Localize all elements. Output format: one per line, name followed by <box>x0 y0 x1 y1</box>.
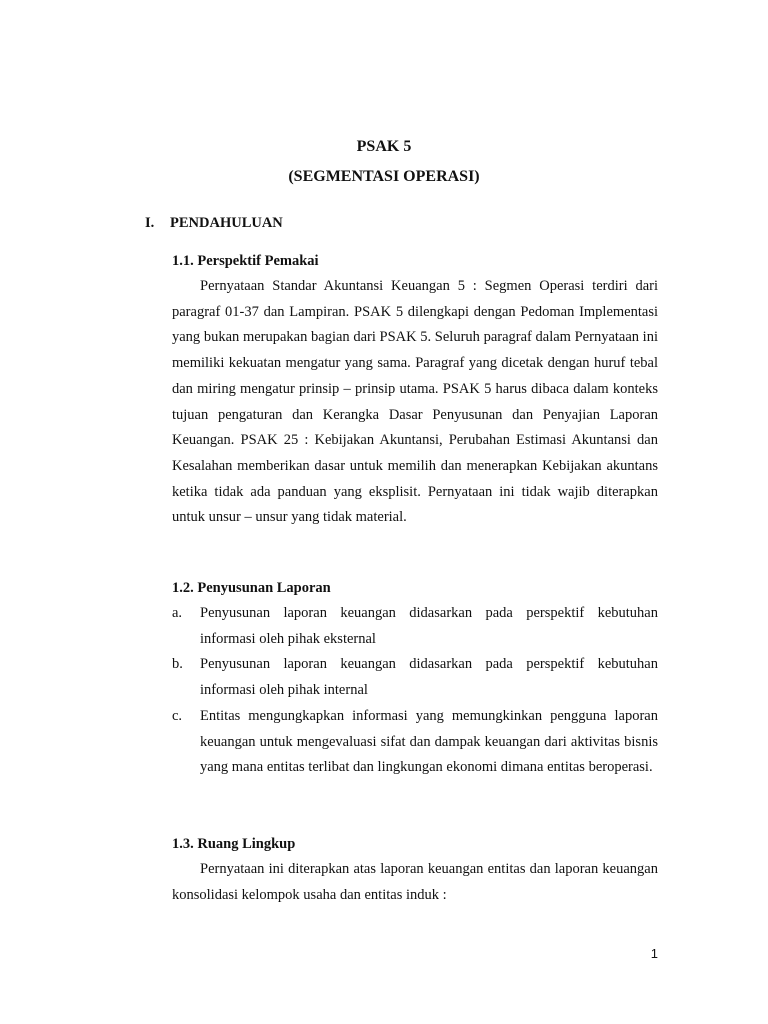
section-number: I. <box>145 215 155 231</box>
paragraph-ruang-lingkup: Pernyataan ini diterapkan atas laporan keuangan entitas dan laporan keuangan konsolidasi kelompok usaha dan entitas induk : <box>172 861 658 903</box>
list-marker: c. <box>172 707 183 724</box>
section-heading <box>145 215 283 232</box>
list-item-text: Penyusunan laporan keuangan didasarkan pada perspektif kebutuhan informasi oleh pihak internal <box>200 656 658 699</box>
paragraph-perspektif-pemakai: Pernyataan Standar Akuntansi Keuangan 5 : Segmen Operasi terdiri dari paragraf 01-37 dan Lampiran. PSAK 5 dilengkapi dengan Pedoman Implementasi yang bukan merupakan bagian dari PSAK 5. Seluruh paragraf dalam Pernyataan ini memiliki kekuatan mengatur yang sama. Paragraf yang dicetak dengan huruf tebal dan miring mengatur prinsip – prinsip utama. PSAK 5 harus dibaca dalam konteks tujuan pengaturan dan Kerangka Dasar Penyusunan dan Penyajian Laporan Keuangan. PSAK 25 : Kebijakan Akuntansi, Perubahan Estimasi Akuntansi dan Kesalahan memberikan dasar untuk memilih dan menerapkan Kebijakan akuntans ketika tidak ada panduan yang eksplisit. Pernyataan ini tidak wajib diterapkan untuk unsur – unsur yang tidak material. <box>172 278 658 526</box>
document-title: PSAK 5 <box>356 138 412 155</box>
list-item-text: Entitas mengungkapkan informasi yang memungkinkan pengguna laporan keuangan untuk mengevaluasi sifat dan dampak keuangan dari aktivitas bisnis yang mana entitas terlibat dan lingkungan ekonomi dimana entitas beroperasi. <box>200 707 658 776</box>
subsection-heading-1-3: 1.3. Ruang Lingkup <box>172 836 296 852</box>
page-number: 1 <box>650 946 658 961</box>
list-item-text: Penyusunan laporan keuangan didasarkan pada perspektif kebutuhan informasi oleh pihak eksternal <box>200 605 658 647</box>
list-item <box>172 601 658 652</box>
list-marker: a. <box>172 605 183 621</box>
list-penyusunan-laporan <box>172 601 658 781</box>
subsection-heading-1-1: 1.1. Perspektif Pemakai <box>172 253 319 269</box>
subsection-heading-1-2: 1.2. Penyusunan Laporan <box>172 580 331 596</box>
list-item <box>172 704 658 781</box>
section-title: PENDAHULUAN <box>170 215 283 231</box>
list-marker: b. <box>172 656 183 673</box>
document-subtitle: (SEGMENTASI OPERASI) <box>288 168 480 185</box>
list-item <box>172 652 658 703</box>
